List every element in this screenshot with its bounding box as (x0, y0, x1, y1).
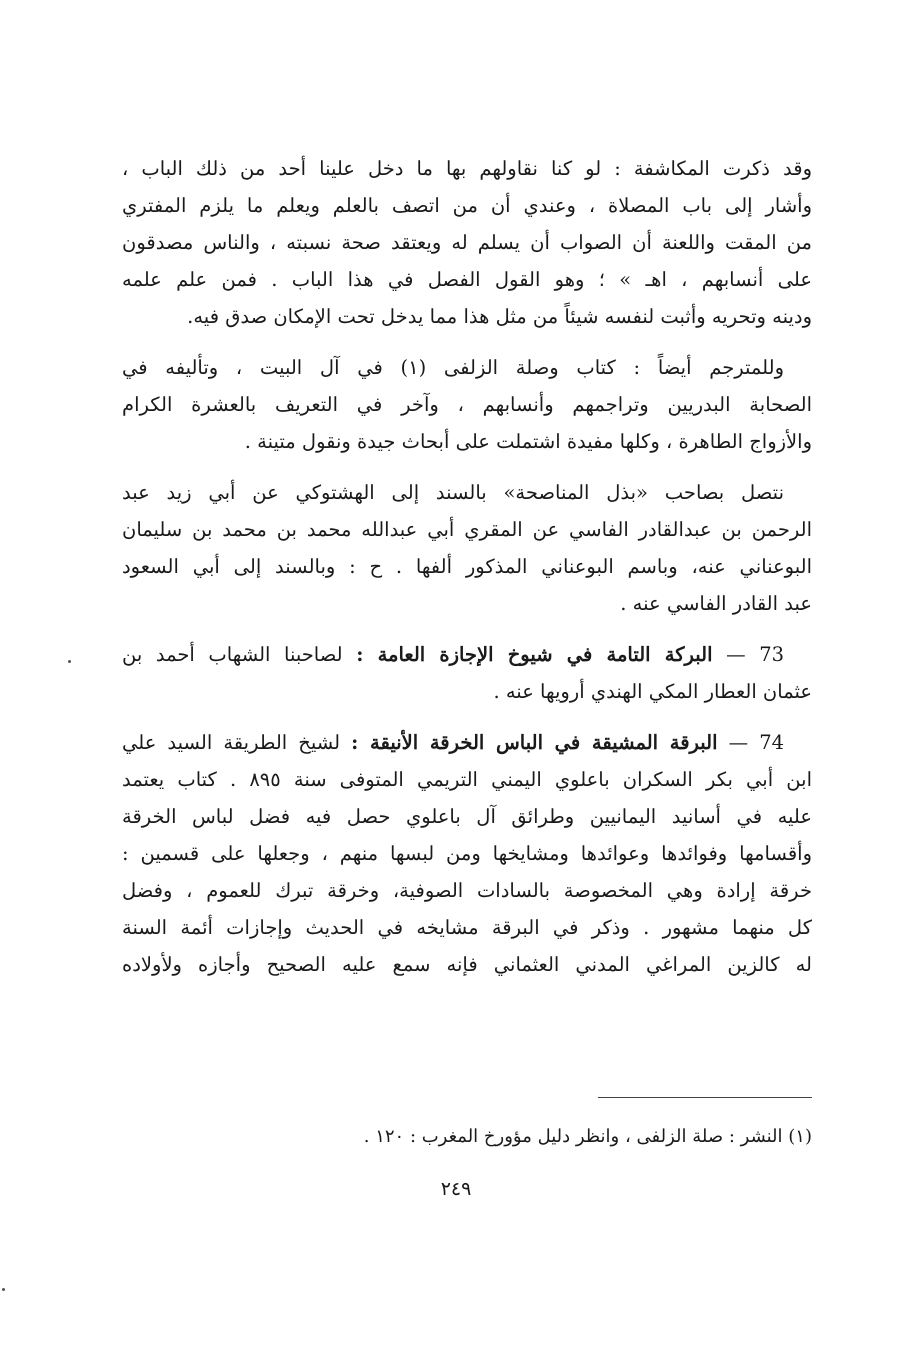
scan-speck (68, 660, 71, 663)
entry-heading-line (122, 636, 812, 673)
text-line: الصحابة البدريين وتراجمهم وأنسابهم ، وآخر في التعريف بالعشرة الكرام (122, 393, 812, 416)
entry-author: لشيخ الطريقة السيد علي (122, 731, 341, 754)
text-line: البوعناني عنه، وباسم البوعناني المذكور ألفها . ح : وبالسند إلى أبي السعود (122, 555, 812, 578)
entry-number: 73 (759, 643, 785, 666)
paragraph-1 (122, 150, 812, 335)
text-line: عثمان العطار المكي الهندي أرويها عنه . (493, 680, 812, 703)
entry-title: البرقة المشيقة في الباس الخرقة الأنيقة : (351, 731, 718, 754)
text-line: وقد ذكرت المكاشفة : لو كنا نقاولهم بها ما دخل علينا أحد من ذلك الباب ، (122, 157, 812, 180)
text-line: عليه في أسانيد اليمانيين وطرائق آل باعلوي حصل فيه فضل لباس الخرقة (122, 805, 812, 828)
paragraph-3 (122, 474, 812, 622)
text-line: الرحمن بن عبدالقادر الفاسي عن المقري أبي عبدالله محمد بن محمد بن سليمان (122, 518, 812, 541)
paragraph-2 (122, 349, 812, 460)
entry-title: البركة التامة في شيوخ الإجازة العامة : (356, 643, 713, 666)
text-line: له كالزين المراغي المدني العثماني فإنه سمع عليه الصحيح وأجازه ولأولاده (122, 953, 812, 976)
text-line: كل منهما مشهور . وذكر في البرقة مشايخه في الحديث وإجازات أئمة السنة (122, 916, 812, 939)
footnote-divider (598, 1097, 812, 1098)
entry-74 (122, 724, 812, 983)
text-line: نتصل بصاحب «بذل المناصحة» بالسند إلى الهشتوكي عن أبي زيد عبد (122, 481, 784, 504)
text-line: والأزواج الطاهرة ، وكلها مفيدة اشتملت على أبحاث جيدة ونقول متينة . (244, 430, 812, 453)
text-line: وأشار إلى باب المصلاة ، وعندي أن من اتصف بالعلم ويعلم ما يلزم المفتري (122, 194, 812, 217)
text-line: عبد القادر الفاسي عنه . (620, 592, 812, 615)
text-line: على أنسابهم ، اهـ » ؛ وهو القول الفصل في هذا الباب . فمن علم علمه (122, 268, 812, 291)
text-line: وللمترجم أيضاً : كتاب وصلة الزلفى (١) في آل البيت ، وتأليفه في (122, 356, 784, 379)
page-number: ٢٤٩ (440, 1178, 472, 1200)
text-line: خرقة إرادة وهي المخصوصة بالسادات الصوفية، وخرقة تبرك للعموم ، وفضل (122, 879, 812, 902)
entry-number: 74 (759, 731, 785, 754)
entry-heading-line (122, 724, 812, 761)
text-line: وأقسامها وفوائدها وعوائدها ومشايخها ومن لبسها منهم ، وجعلها على قسمين : (122, 842, 812, 865)
entry-73 (122, 636, 812, 710)
footnote: (١) النشر : صلة الزلفى ، وانظر دليل مؤورخ المغرب : ١٢٠ . (363, 1126, 812, 1147)
text-line: ودينه وتحريه وأثبت لنفسه شيئاً من مثل هذا مما يدخل تحت الإمكان صدق فيه. (187, 305, 812, 328)
scan-speck (2, 1288, 5, 1291)
text-line: ابن أبي بكر السكران باعلوي اليمني التريمي المتوفى سنة ٨٩٥ . كتاب يعتمد (122, 768, 812, 791)
entry-author: لصاحبنا الشهاب أحمد بن (122, 643, 343, 666)
entry-dash: — (728, 731, 749, 754)
text-line: من المقت واللعنة أن الصواب أن يسلم له ويعتقد صحة نسبته ، والناس مصدقون (122, 231, 812, 254)
page-body (122, 150, 812, 997)
entry-dash: — (726, 643, 746, 666)
